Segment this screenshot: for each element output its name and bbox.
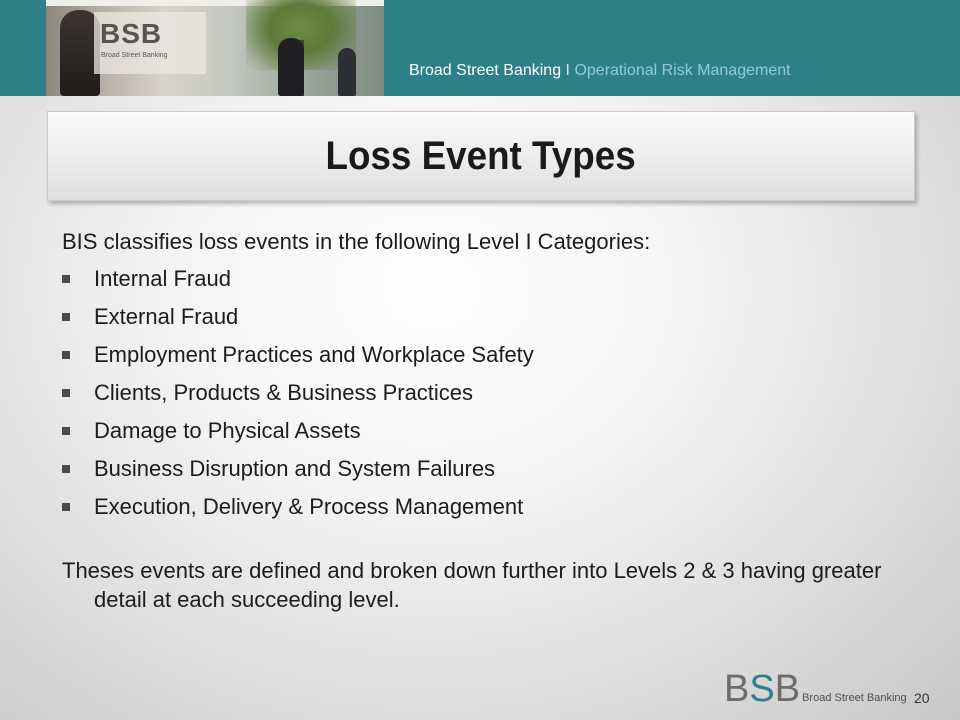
header-band bbox=[0, 0, 960, 96]
square-bullet-icon bbox=[62, 465, 70, 473]
intro-text: BIS classifies loss events in the following Level I Categories: bbox=[62, 229, 651, 254]
header-photo bbox=[46, 0, 384, 96]
category-label: Clients, Products & Business Practices bbox=[94, 380, 474, 405]
category-item bbox=[62, 450, 912, 488]
category-item bbox=[62, 374, 912, 412]
category-item bbox=[62, 336, 912, 374]
category-label: External Fraud bbox=[94, 304, 239, 329]
square-bullet-icon bbox=[62, 313, 70, 321]
category-item bbox=[62, 412, 912, 450]
slide-title: Loss Event Types bbox=[325, 133, 637, 178]
tagline-separator: I bbox=[565, 62, 570, 79]
slide-title-box bbox=[47, 111, 915, 201]
category-label: Execution, Delivery & Process Management bbox=[94, 494, 524, 519]
square-bullet-icon bbox=[62, 275, 70, 283]
square-bullet-icon bbox=[62, 427, 70, 435]
category-label: Internal Fraud bbox=[94, 266, 231, 291]
photo-person bbox=[338, 48, 356, 96]
slide-body bbox=[62, 224, 912, 614]
category-label: Business Disruption and System Failures bbox=[94, 456, 496, 481]
photo-logo-text: BSB bbox=[100, 18, 163, 49]
logo-letter-b: B bbox=[724, 668, 750, 710]
category-item bbox=[62, 260, 912, 298]
closing-text: Theses events are defined and broken down further into Levels 2 & 3 having greater detail at each succeeding level. bbox=[62, 558, 882, 612]
footer-logo-name: Broad Street Banking bbox=[802, 692, 907, 704]
page-number: 20 bbox=[914, 690, 930, 706]
tagline-company: Broad Street Banking bbox=[409, 62, 562, 79]
category-item bbox=[62, 298, 912, 336]
category-label: Employment Practices and Workplace Safety bbox=[94, 342, 534, 367]
square-bullet-icon bbox=[62, 351, 70, 359]
square-bullet-icon bbox=[62, 389, 70, 397]
category-label: Damage to Physical Assets bbox=[94, 418, 361, 443]
photo-person bbox=[278, 38, 304, 96]
category-item bbox=[62, 488, 912, 526]
square-bullet-icon bbox=[62, 503, 70, 511]
footer-logo bbox=[724, 668, 907, 708]
header-tagline bbox=[409, 62, 791, 80]
tagline-division: Operational Risk Management bbox=[574, 62, 791, 79]
logo-letter-s: S bbox=[749, 668, 775, 710]
logo-letter-b: B bbox=[774, 668, 801, 710]
photo-logo-subtitle: Broad Street Banking bbox=[101, 52, 168, 59]
footer-logo-monogram bbox=[724, 670, 800, 708]
category-list bbox=[62, 260, 912, 526]
